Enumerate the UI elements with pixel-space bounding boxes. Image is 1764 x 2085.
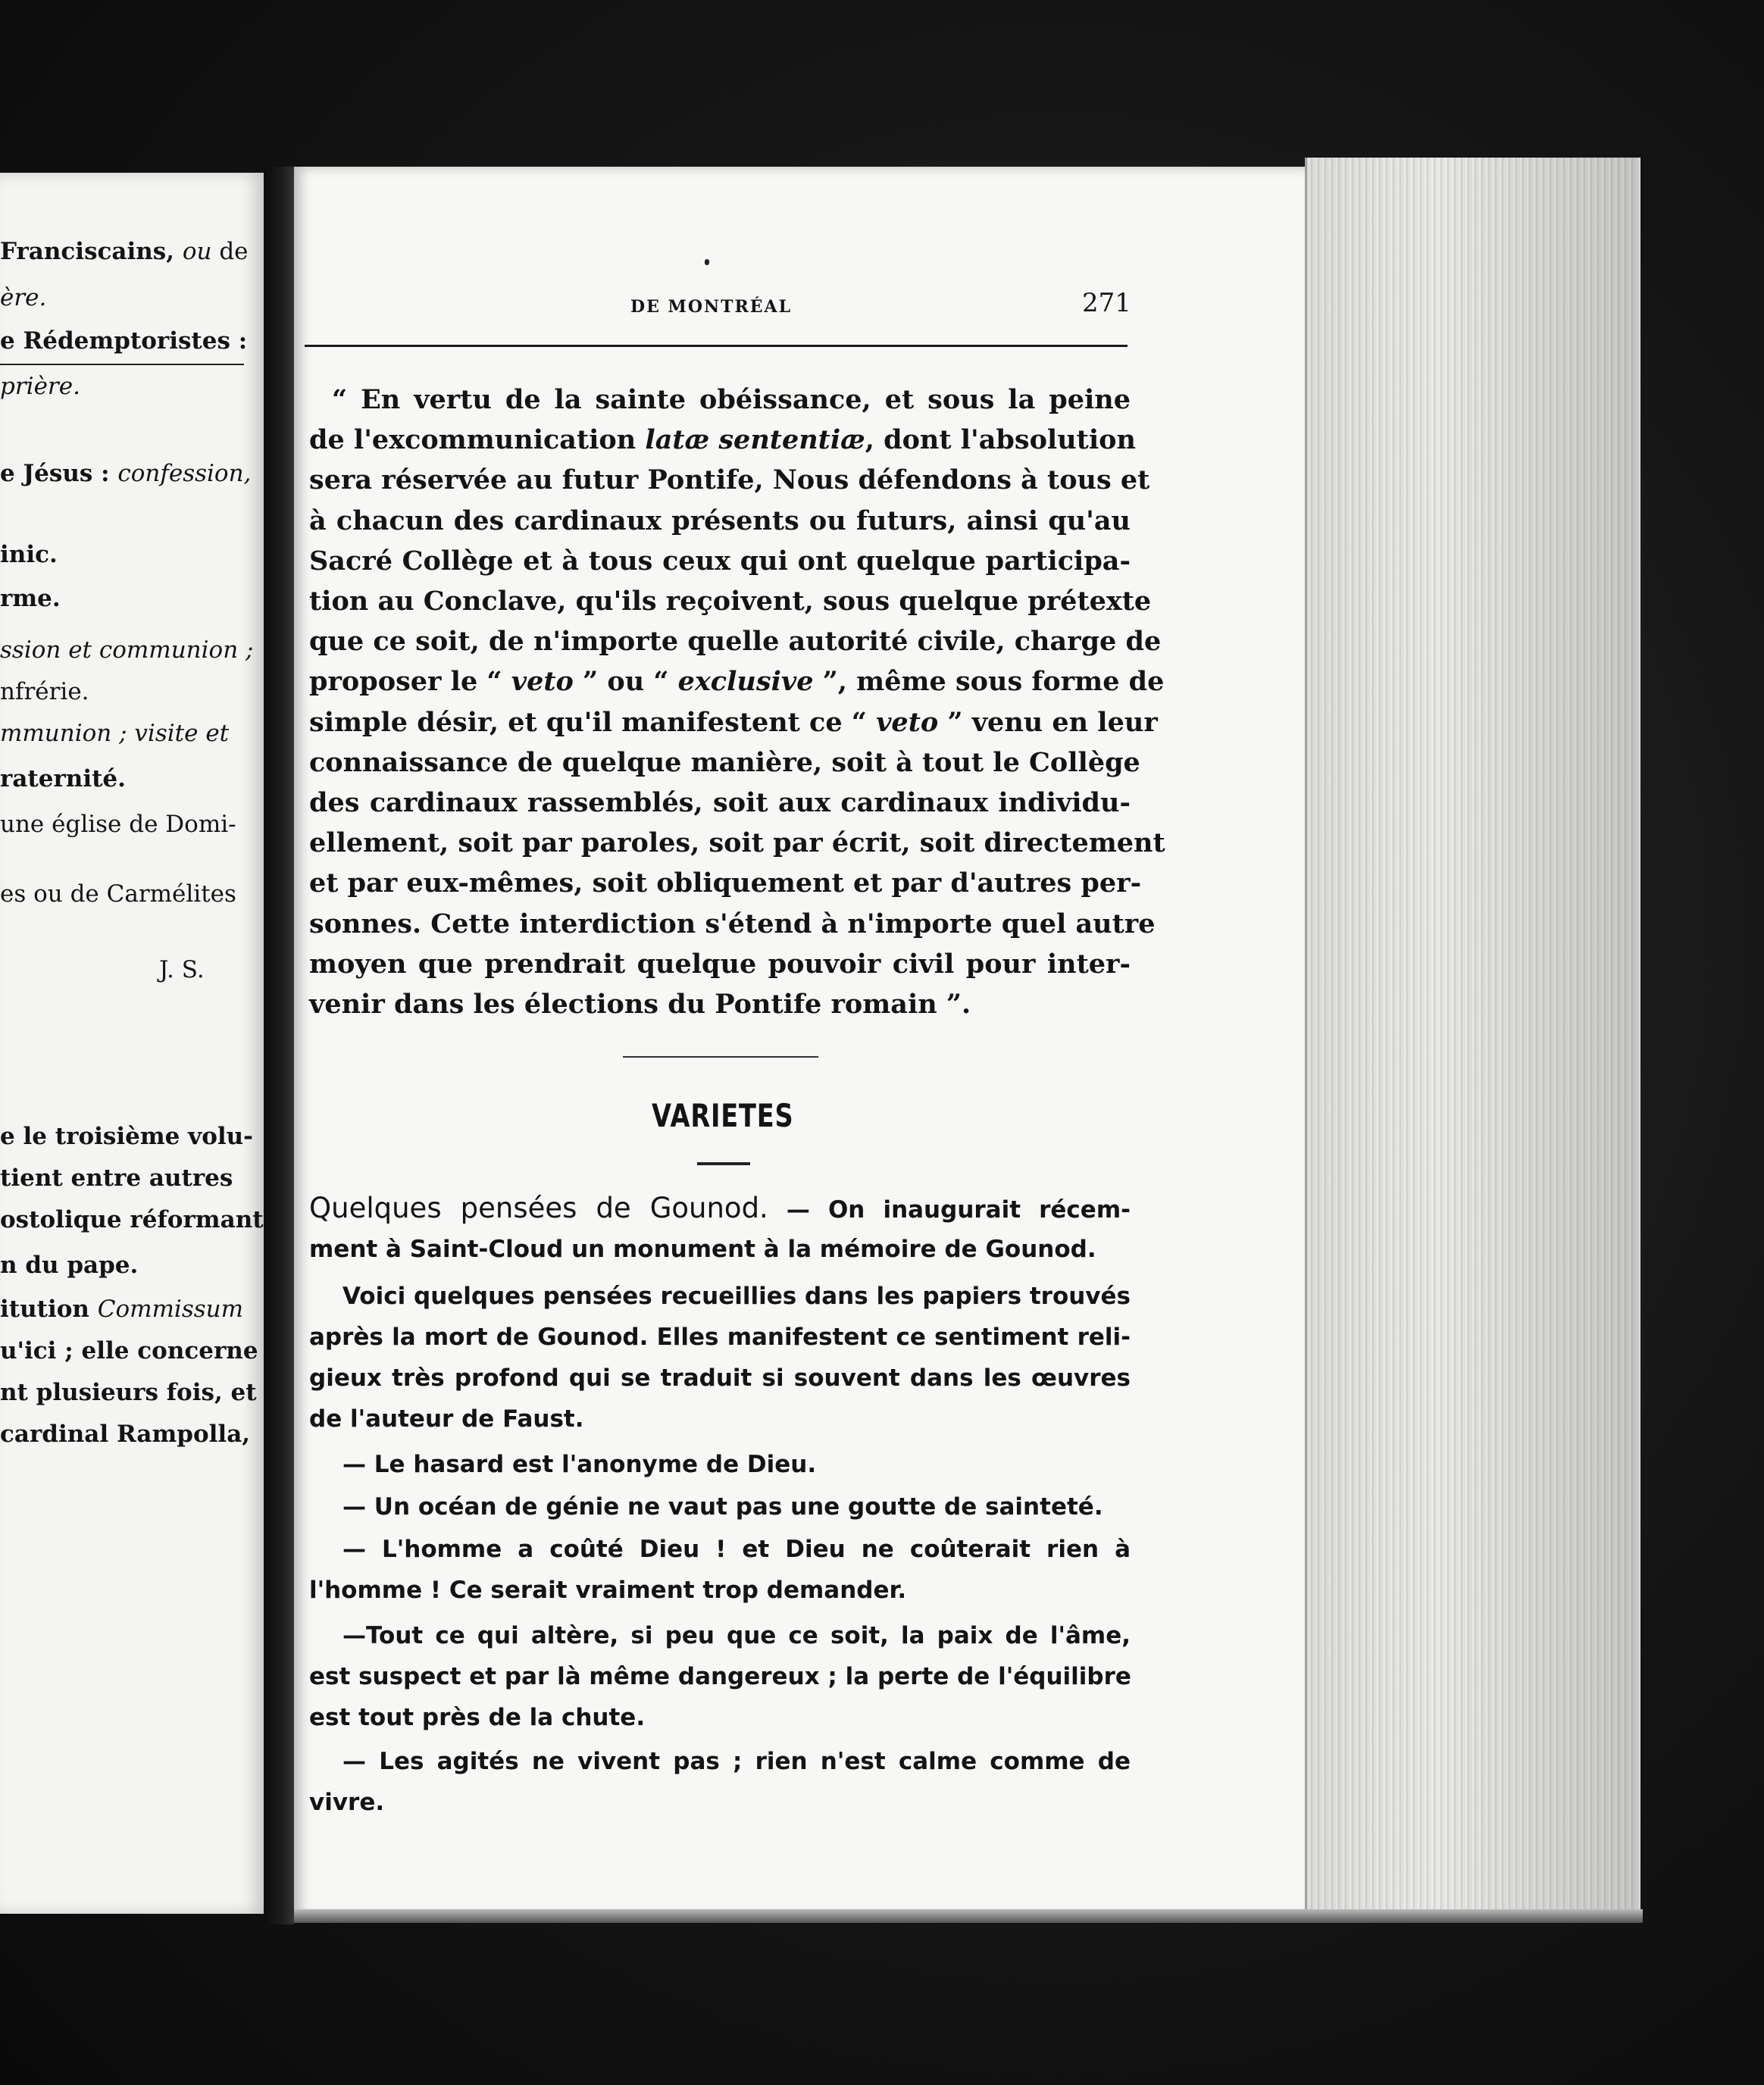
left-page-line — [0, 1163, 233, 1193]
left-page-line — [0, 458, 251, 489]
quote-line: Sacré Collège et à tous ceux qui ont quelque participa- — [309, 545, 1131, 577]
left-page-line — [0, 371, 80, 402]
left-page-text-span: u'ici ; elle concerne — [0, 1337, 258, 1364]
section-separator — [623, 1056, 818, 1058]
quote-line: moyen que prendrait quelque pouvoir civil pour inter- — [309, 948, 1131, 980]
variety-lead-line — [309, 1191, 1131, 1227]
italic-term: veto — [511, 666, 574, 698]
left-page-text-span: es ou de Carmélites — [0, 880, 236, 908]
left-page-text-span: ère. — [0, 284, 47, 311]
quote-line: de l'excommunication latæ sententiæ, dont l'absolution — [309, 424, 1136, 456]
left-page-text-span: e Jésus : — [0, 460, 118, 487]
left-page-line — [0, 539, 58, 570]
left-page-text-span: mmunion ; visite et — [0, 720, 230, 747]
variety-line: — Le hasard est l'anonyme de Dieu. — [342, 1451, 817, 1478]
page-bottom-edge — [294, 1909, 1643, 1923]
variety-lead-rest: — On inaugurait récem- — [768, 1196, 1131, 1224]
left-page-text-span: confession, — [117, 460, 252, 487]
left-page-text-span: rme. — [0, 585, 61, 612]
left-page-text-span: cardinal Rampolla, — [0, 1421, 251, 1448]
quote-line: proposer le “ veto ” ou “ exclusive ”, même sous forme de — [309, 666, 1165, 698]
variety-line: ment à Saint-Cloud un monument à la mémoire de Gounod. — [309, 1236, 1096, 1263]
left-page-line — [0, 1377, 257, 1408]
left-page-text-span: nfrérie. — [0, 678, 89, 705]
left-page-text-span: ssion et communion ; — [0, 636, 254, 664]
variety-line: — Un océan de génie ne vaut pas une goutte de sainteté. — [342, 1493, 1103, 1521]
left-page-text-span: tient entre autres — [0, 1164, 233, 1192]
left-page-text-span: ou — [182, 238, 212, 265]
variety-lead-title: Quelques pensées de Gounod. — [309, 1192, 768, 1224]
left-page-text-span: une église de Domi- — [0, 811, 236, 838]
left-page-line — [0, 635, 253, 665]
left-page-text-span: inic. — [0, 541, 58, 568]
header-rule — [305, 345, 1128, 347]
italic-term: latæ sententiæ — [645, 424, 865, 456]
quote-line: ellement, soit par paroles, soit par écrit, soit directement — [309, 827, 1165, 859]
variety-line: est tout près de la chute. — [309, 1704, 646, 1731]
quote-line: et par eux-mêmes, soit obliquement et par d'autres per- — [309, 867, 1142, 899]
variety-line: de l'auteur de Faust. — [309, 1405, 584, 1433]
section-title: VARIETES — [652, 1097, 794, 1134]
variety-line: vivre. — [309, 1789, 385, 1816]
page-number: 271 — [1082, 288, 1131, 318]
left-page-text-span: Commissum — [97, 1296, 244, 1323]
quote-line: tion au Conclave, qu'ils reçoivent, sous quelque prétexte — [309, 586, 1152, 617]
left-page-text-span: de — [211, 238, 249, 265]
left-page-text-span: ostolique réformant — [0, 1206, 264, 1233]
quote-line: connaissance de quelque manière, soit à tout le Collège — [309, 746, 1140, 778]
left-page-line — [0, 583, 61, 614]
italic-term: veto — [876, 706, 939, 738]
variety-line: — Les agités ne vivent pas ; rien n'est calme comme de — [342, 1748, 1131, 1775]
left-page-line — [0, 718, 229, 749]
left-page-line — [0, 1205, 264, 1235]
left-page-line — [0, 809, 236, 839]
left-page-text-span: n du pape. — [0, 1252, 139, 1279]
variety-line: — L'homme a coûté Dieu ! et Dieu ne coûterait rien à — [342, 1536, 1131, 1563]
left-page-line — [0, 236, 249, 267]
variety-line: l'homme ! Ce serait vraiment trop demander. — [309, 1577, 907, 1604]
left-page-text-span: e Rédemptoristes : — [0, 327, 248, 355]
left-page-text-span: J. S. — [159, 956, 205, 983]
left-page-rule — [0, 364, 244, 365]
variety-line: gieux très profond qui se traduit si souvent dans les œuvres — [309, 1364, 1131, 1392]
left-page-line — [0, 283, 46, 313]
left-page-line — [0, 326, 247, 356]
left-page-text-span: prière. — [0, 373, 80, 400]
variety-line: Voici quelques pensées recueillies dans les papiers trouvés — [342, 1283, 1131, 1310]
left-page-line — [0, 677, 89, 707]
left-page-line — [0, 1294, 243, 1324]
left-page — [0, 173, 264, 1914]
left-page-text-span: nt plusieurs fois, et — [0, 1379, 257, 1406]
left-page-text-span: e le troisième volu- — [0, 1123, 254, 1150]
left-page-text-span: raternité. — [0, 765, 126, 792]
variety-line: après la mort de Gounod. Elles manifestent ce sentiment reli- — [309, 1324, 1131, 1351]
quote-line: que ce soit, de n'importe quelle autorité civile, charge de — [309, 626, 1162, 658]
quote-line: “ En vertu de la sainte obéissance, et sous la peine — [332, 384, 1131, 415]
page-fore-edge-shade — [1305, 158, 1638, 1923]
quote-line: sera réservée au futur Pontife, Nous défendons à tous et — [309, 464, 1150, 496]
quote-line: sonnes. Cette interdiction s'étend à n'importe quel autre — [309, 908, 1156, 939]
quote-line: des cardinaux rassemblés, soit aux cardinaux individu- — [309, 787, 1131, 818]
left-page-line — [0, 1250, 138, 1280]
variety-line: est suspect et par là même dangereux ; la perte de l'équilibre — [309, 1663, 1131, 1690]
left-page-text-span: itution — [0, 1296, 98, 1323]
title-underline — [697, 1162, 750, 1165]
ink-dot — [705, 259, 709, 265]
left-page-line — [0, 1419, 250, 1449]
variety-line: —Tout ce qui altère, si peu que ce soit, la paix de l'âme, — [342, 1622, 1131, 1649]
left-page-line — [0, 1336, 258, 1366]
left-page-line — [0, 1121, 253, 1152]
book-gutter — [264, 167, 294, 1924]
quote-line: à chacun des cardinaux présents ou futurs, ainsi qu'au — [309, 505, 1131, 536]
running-head: DE MONTRÉAL — [630, 297, 793, 317]
italic-term: exclusive — [677, 666, 814, 698]
left-page-line — [0, 879, 236, 909]
left-page-text-span: Franciscains, — [0, 238, 183, 265]
left-page-line — [0, 764, 126, 794]
quote-line: simple désir, et qu'il manifestent ce “ veto ” venu en leur — [309, 706, 1158, 738]
quote-line: venir dans les élections du Pontife romain ”. — [309, 989, 971, 1020]
left-page-line — [159, 955, 205, 985]
